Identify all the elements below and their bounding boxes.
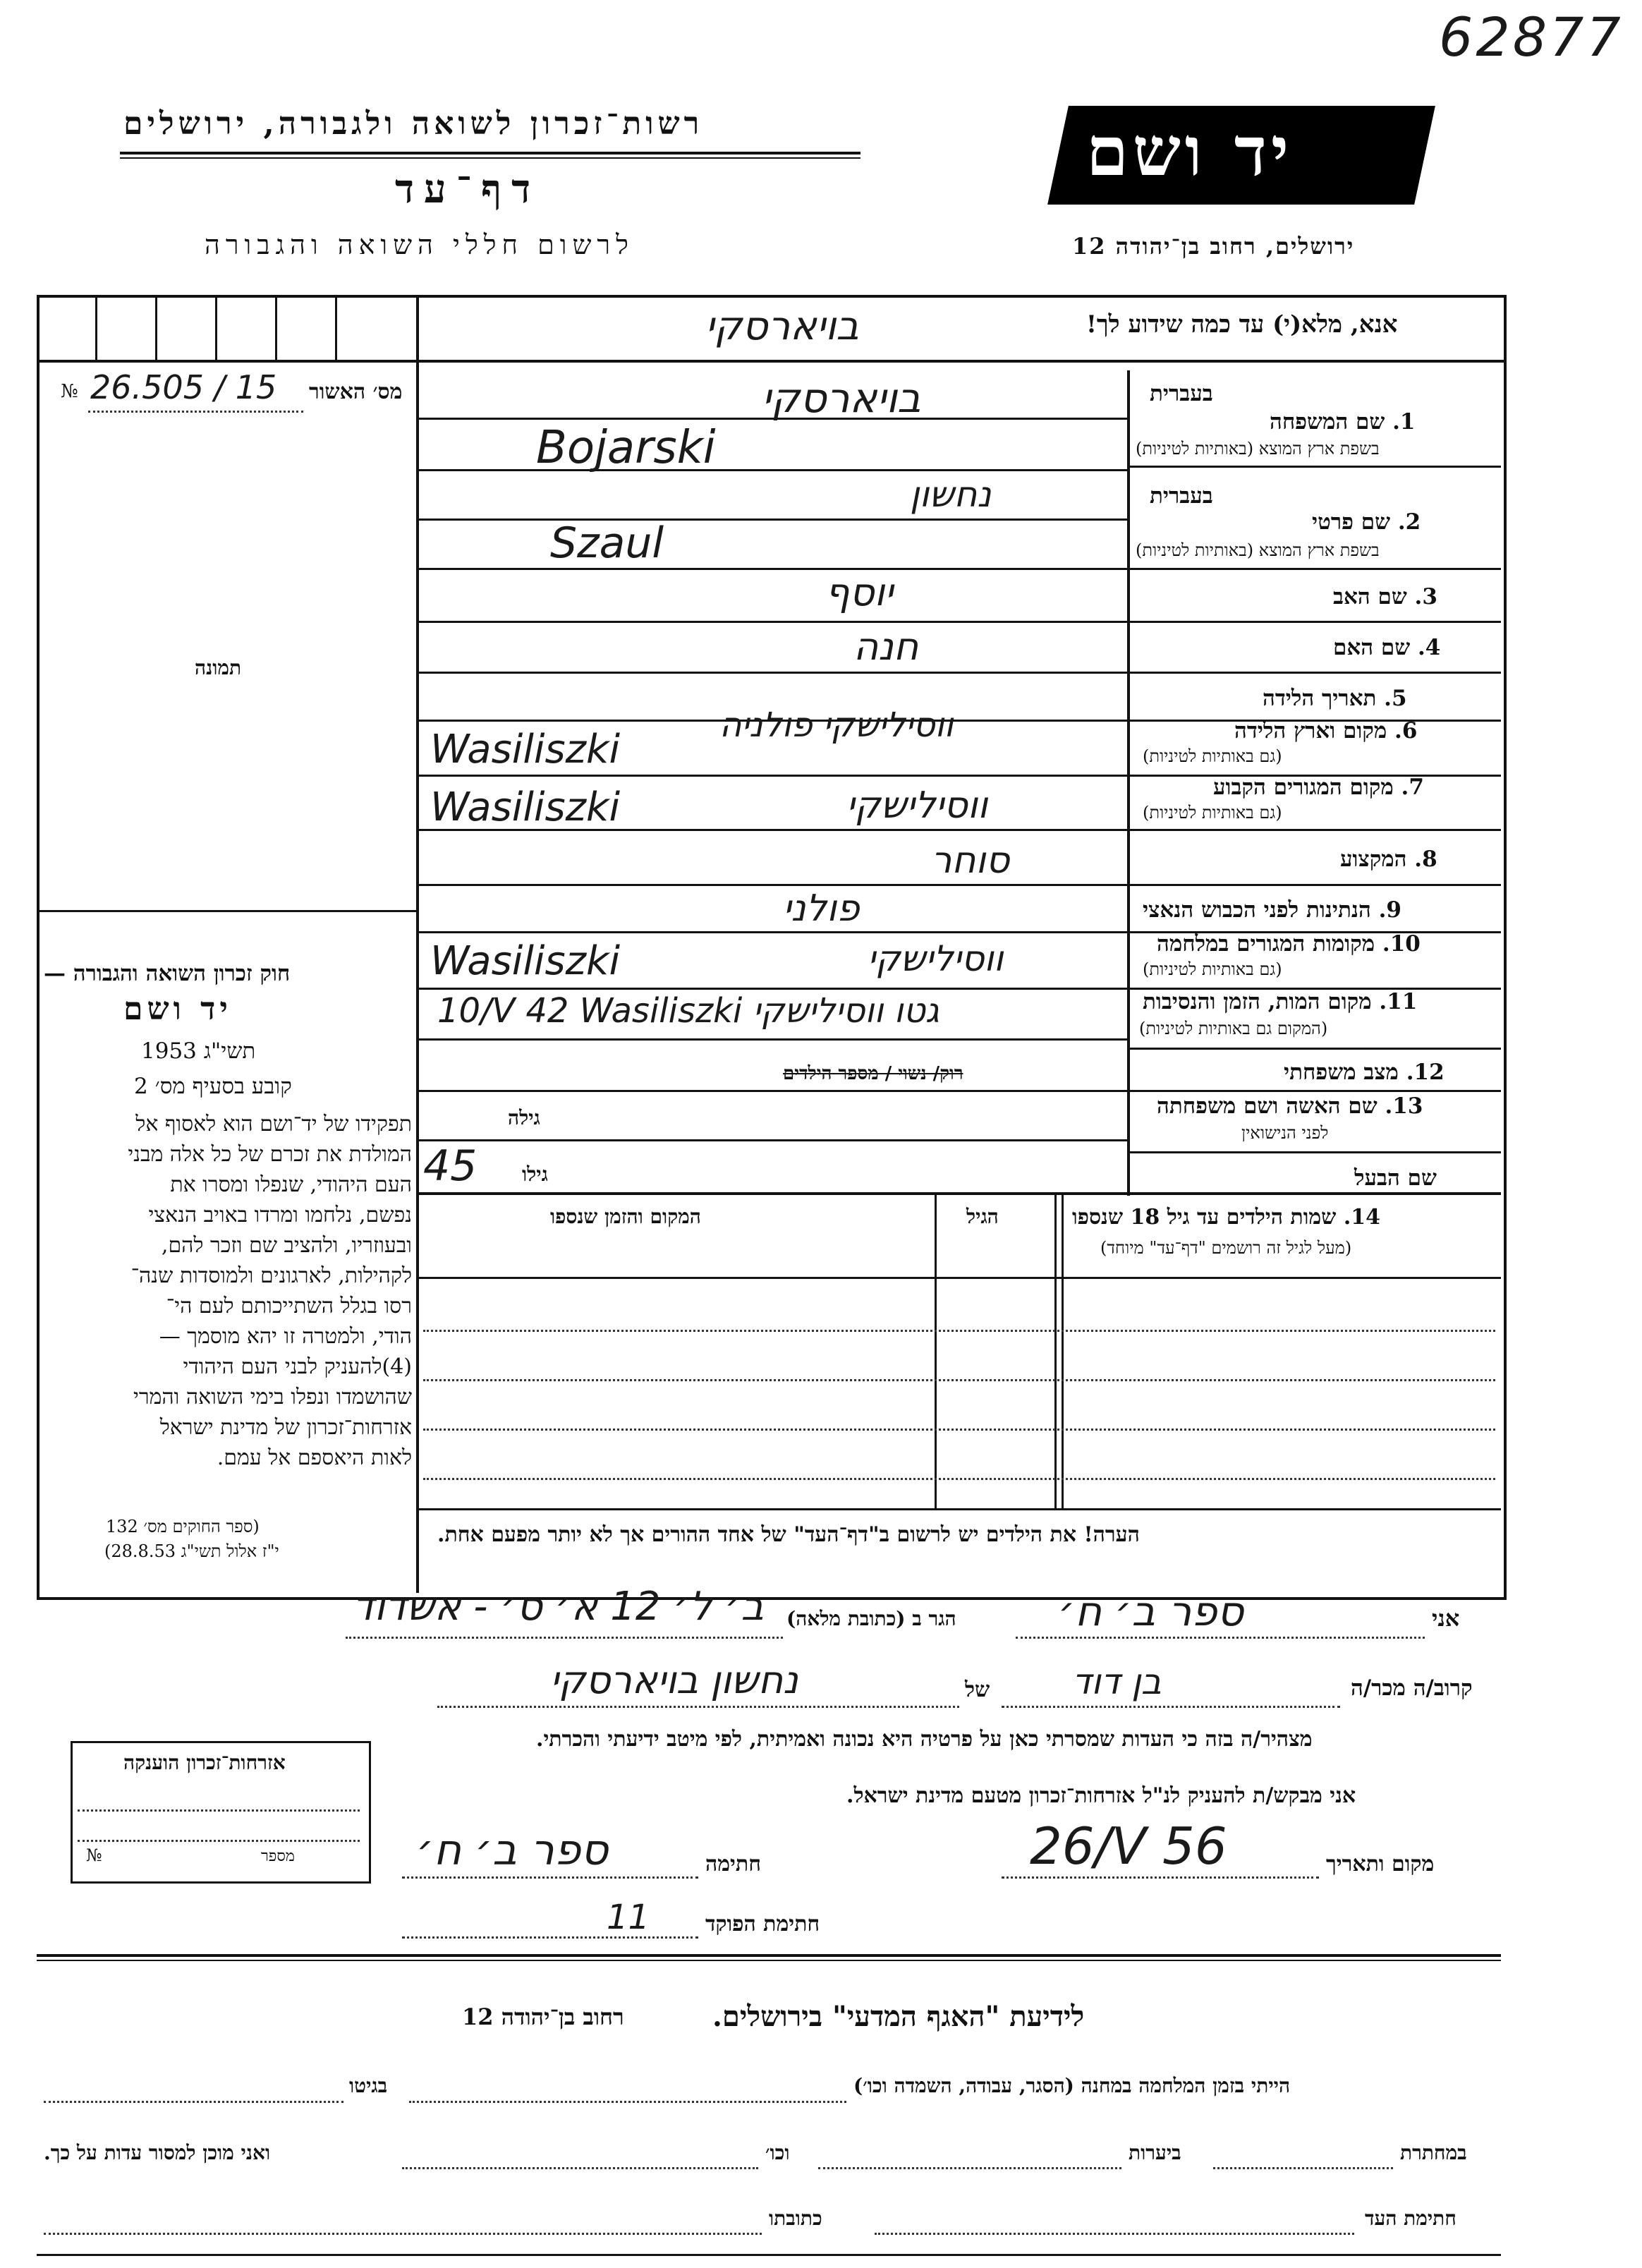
citizenship-title: אזרחות־זכרון הוענקה — [123, 1751, 286, 1774]
label-firstname: 2. שם פרטי — [1312, 509, 1421, 535]
decl-resides: הגר ב (כתובת מלאה) — [786, 1607, 956, 1630]
decl-ani-value: ספר ב׳ ח׳ — [1058, 1587, 1244, 1635]
value-birth-place-lat: Wasiliszki — [430, 727, 621, 772]
logo-text: יד ושם — [1086, 111, 1294, 191]
label-birth-place-sub: (גם באותיות לטיניות) — [1143, 746, 1282, 766]
value-firstname-lat: Szaul — [550, 519, 664, 568]
decl-officer: חתימת הפוקד — [705, 1912, 820, 1936]
label-birth-place: 6. מקום וארץ הלידה — [1234, 718, 1418, 744]
no-symbol: № — [61, 381, 78, 402]
label-hebrew-1: בעברית — [1150, 381, 1213, 406]
law-title: חוק זכרון השואה והגבורה — — [44, 961, 291, 986]
law-year: תשי"ג 1953 — [141, 1038, 256, 1064]
approval-label: מס׳ האשור — [309, 380, 403, 404]
label-residence: 7. מקום המגורים הקבוע — [1213, 775, 1424, 800]
label-surname: 1. שם המשפחה — [1270, 409, 1416, 435]
law-name: יד ושם — [123, 991, 232, 1027]
label-father: 3. שם האב — [1333, 584, 1437, 610]
request-note: אנא, מלא(י) עד כמה שידוע לך! — [1086, 310, 1398, 339]
footer-line2-b: ביערות — [1129, 2141, 1181, 2164]
value-surname-he: בויארסקי — [762, 374, 921, 422]
footer-line1-b: בגיטו — [349, 2074, 388, 2097]
decl-date-value: 26/V 56 — [1030, 1817, 1227, 1876]
footer-line2-a: במחתרת — [1400, 2141, 1467, 2164]
footer-title: לידיעת "האגף המדעי" בירושלים. — [712, 2000, 1085, 2033]
law-body: תפקידו של יד־ושם הוא לאסוף אל המולדת את זכרם של כל אלה מבני העם היהודי, שנפלו ומסרו את נפשם, נלחמו ומרדו באויב הנאצי ובעוזריו, ולהציב שם וזכר להם, לקהילות, לארגונים ולמוסדות שנה־ רסו בגלל השתייכותם לעם הי־ הודי, ולמטרה זו יהא מוסמך — (4)להעניק לבני העם היהודי שהושמדו ונפלו בימי השואה והמרי אזרחות־זכרון של מדינת ישראל לאות היאספם אל עמם. — [128, 1112, 412, 1470]
form-subtitle: לרשום חללי השואה והגבורה — [205, 229, 634, 260]
footer-line2-c: וכו׳ — [765, 2141, 790, 2164]
label-marital: 12. מצב משפחתי — [1284, 1060, 1445, 1085]
label-husband-age: גילו — [522, 1163, 548, 1186]
value-war-residence-lat: Wasiliszki — [430, 938, 621, 984]
value-birth-place: ווסילישקי פולניה — [719, 705, 954, 745]
authority-line: רשות־זכרון לשואה ולגבורה, ירושלים — [123, 106, 704, 142]
decl-signature-value: ספר ב׳ ח׳ — [416, 1826, 609, 1875]
header-address: ירושלים, רחוב בן־יהודה 12 — [1072, 233, 1355, 260]
label-death-sub: (המקום גם באותיות לטיניות) — [1139, 1019, 1328, 1038]
value-occupation: סוחר — [931, 839, 1010, 882]
label-spouse-sub: לפני הנישואין — [1241, 1123, 1329, 1143]
label-hebrew-2: בעברית — [1150, 483, 1213, 509]
label-surname-sub: בשפת ארץ המוצא (באותיות לטיניות) — [1136, 439, 1380, 459]
value-residence-lat: Wasiliszki — [430, 784, 621, 830]
decl-officer-value: 11 — [607, 1898, 650, 1937]
footer-line2-d: ואני מוכן למסור עדות על כך. — [44, 2141, 271, 2164]
citizenship-number-label: מספר — [261, 1848, 295, 1865]
decl-declare: מצהיר/ה בזה כי העדות שמסרתי כאן על פרטיה היא נכונה ואמיתית, לפי מיטב ידיעתי והכרתי. — [536, 1727, 1313, 1752]
label-occupation: 8. המקצוע — [1340, 847, 1437, 872]
decl-relative: קרוב/ה מכר/ה — [1351, 1675, 1473, 1701]
children-note: הערה! את הילדים יש לרשום ב"דף־העד" של אחד ההורים אך לא יותר מפעם אחת. — [437, 1522, 1140, 1547]
footer-line3-b: כתובתו — [769, 2207, 822, 2230]
value-death: 10/V 42 Wasiliszki גטו ווסילישקי — [437, 991, 939, 1031]
citizenship-no: № — [86, 1845, 102, 1865]
value-mother: חנה — [853, 624, 919, 669]
label-spouse: 13. שם האשה ושם משפחתה — [1157, 1093, 1423, 1119]
label-war-residence-sub: (גם באותיות לטיניות) — [1143, 959, 1282, 979]
label-residence-sub: (גם באותיות לטיניות) — [1143, 803, 1282, 823]
value-nationality: פולני — [783, 887, 860, 930]
decl-request: אני מבקש/ת להעניק לנ"ל אזרחות־זכרון מטעם מדינת ישראל. — [846, 1783, 1356, 1808]
value-residence: ווסילישקי — [846, 784, 988, 827]
label-nationality: 9. הנתינות לפני הכבוש הנאצי — [1143, 897, 1401, 923]
approval-number: 26.505 / 15 — [90, 368, 277, 406]
law-source-2: י"ז אלול תשי"ג 28.8.53) — [104, 1541, 279, 1561]
law-section: קובע בסעיף מס׳ 2 — [134, 1074, 292, 1099]
decl-address-value: ב׳ ל׳ 12 א׳ ס׳ - אשדוד — [353, 1584, 764, 1630]
value-husband-age: 45 — [423, 1141, 478, 1191]
label-firstname-sub: בשפת ארץ המוצא (באותיות לטיניות) — [1136, 540, 1380, 560]
label-wife-age: גילה — [508, 1106, 540, 1129]
decl-place-date: מקום ותאריך — [1326, 1852, 1435, 1876]
label-mother: 4. שם האם — [1333, 635, 1441, 660]
col-age: הגיל — [966, 1205, 999, 1228]
col-place-time: המקום והזמן שנספו — [550, 1205, 701, 1228]
value-firstname-he: נחשון — [910, 474, 992, 515]
value-war-residence: ווסילישקי — [868, 938, 1004, 979]
marital-options: רוק/ נשוי / מספר הילדים — [783, 1063, 963, 1084]
form-title: דף־עד — [395, 166, 541, 212]
label-husband: שם הבעל — [1354, 1165, 1437, 1191]
label-death: 11. מקום המות, הזמן והנסיבות — [1143, 989, 1418, 1014]
label-war-residence: 10. מקומות המגורים במלחמה — [1157, 931, 1421, 957]
decl-of-value: נחשון בויארסקי — [550, 1658, 798, 1702]
label-birth-date: 5. תאריך הלידה — [1263, 686, 1407, 711]
value-surname-lat: Bojarski — [536, 422, 716, 474]
footer-line1-a: הייתי בזמן המלחמה במחנה (הסגר, עבודה, השמדה וכו׳) — [853, 2074, 1291, 2097]
footer-address: רחוב בן־יהודה 12 — [462, 2003, 624, 2030]
footer-line3-a: חתימת העד — [1365, 2207, 1456, 2230]
top-name-handwritten: בויארסקי — [705, 303, 859, 349]
decl-relation-value: בן דוד — [1072, 1661, 1162, 1702]
decl-signature: חתימה — [705, 1852, 761, 1876]
law-source-1: (ספר החוקים מס׳ 132 — [106, 1517, 260, 1536]
photo-label: תמונה — [195, 656, 242, 679]
decl-shel: של — [965, 1678, 990, 1702]
archive-number-stamp: 62877 — [1439, 6, 1624, 68]
label-children-sub: (מעל לגיל זה רושמים "דף־עד" מיוחד) — [1100, 1238, 1352, 1258]
decl-ani: אני — [1432, 1605, 1460, 1632]
label-children: 14. שמות הילדים עד גיל 18 שנספו — [1072, 1205, 1381, 1230]
value-father: יוסף — [825, 570, 894, 614]
